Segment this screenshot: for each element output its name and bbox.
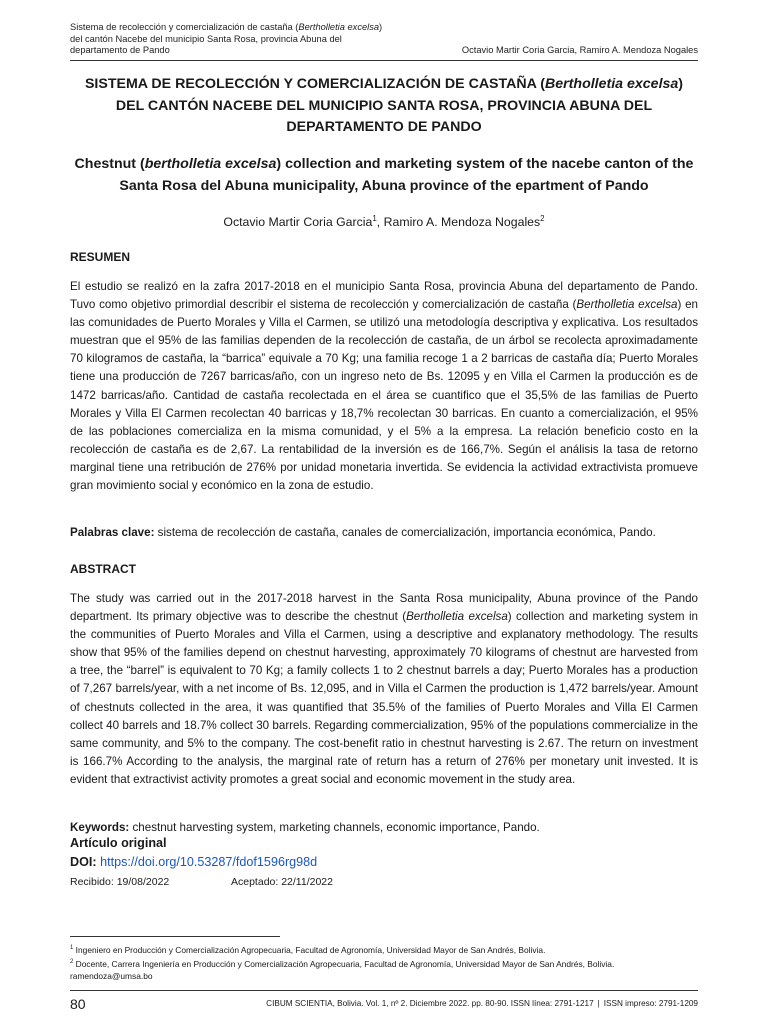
author-2: Ramiro A. Mendoza Nogales (383, 215, 541, 230)
journal-info: CIBUM SCIENTIA, Bolivia. Vol. 1, nº 2. Diciembre 2022. pp. 80-90. ISSN línea: 2791-1217 (266, 999, 594, 1008)
dates-line (70, 876, 470, 888)
footnote-2-mark: 2 (70, 959, 74, 965)
footnote-2 (70, 956, 698, 970)
footnote-2-text: Docente, Carrera Ingeniería en Producción y Comercialización Agropecuaria, Facultad de Agronomía, Universidad Mayor de San Andrés, Bolivia. (73, 958, 615, 969)
title-es-part1: SISTEMA DE RECOLECCIÓN Y COMERCIALIZACIÓN DE CASTAÑA ( (84, 76, 546, 92)
resumen-text-2: ) en las comunidades de Puerto Morales y Villa el Carmen, se utilizó una metodología descriptiva y explicativa. Los resultados muestran que el 95% de las familias dependen de la recolección de castaña, de un árbol se recolecta aproximadamente 70 kilogramos de castaña, la “barrica” equivale a 70 Kg; una familia recoge 1 a 2 barricas de castaña día; Puerto Morales tiene una producción de 7267 barricas/año, con un ingreso neto de Bs. 12095 y en Villa el Carmen la producción es de 1472 barricas/año. Cantidad de castaña recolectada en el área se cuantifico que el 35,5% de las familias de Puerto Morales y Villa El Carmen recolectan 40 barricas y 18,7% recolectan 30 barricas. En cuanto a comercialización, el 95% de las poblaciones comercializa en la misma comunidad, y el 5% a la empresa. La relación beneficio costo en la recolección de castaña es de 2,67. La rentabilidad de la inversión es de 166,7%. Según el análisis la tasa de retorno marginal tiene una retribución de 276% por unidad monetaria invertida. Se evidencia la actividad extractivista promueve gran movimiento social y económico en la zona de estudio. (70, 298, 698, 493)
keywords-en-label: Keywords: (70, 821, 130, 834)
received-date: Recibido: 19/08/2022 (70, 876, 170, 888)
title-english (70, 154, 698, 197)
running-header-authors: Octavio Martir Coria Garcia, Ramiro A. Mendoza Nogales (461, 45, 698, 55)
abstract-heading: ABSTRACT (70, 562, 136, 576)
abstract-italic: Bertholletia excelsa (406, 610, 508, 624)
title-es-italic: Bertholletia excelsa (545, 76, 679, 92)
footnotes (70, 942, 698, 982)
title-es-part2: ) DEL CANTÓN NACEBE DEL MUNICIPIO SANTA ROSA, PROVINCIA ABUNA DEL DEPARTAMENTO DE PANDO (115, 76, 684, 135)
abstract-text-1: The study was carried out in the 2017-2018 harvest in the Santa Rosa municipality, Abuna province of the Pando department. Its primary objective was to describe the chestnut ( (70, 592, 698, 624)
resumen-body (70, 278, 698, 495)
resumen-italic: Bertholletia excelsa (576, 298, 678, 312)
running-header (70, 22, 698, 57)
author-1: Octavio Martir Coria Garcia (223, 215, 373, 230)
article-type: Artículo original (70, 836, 167, 850)
author-2-affil: 2 (540, 214, 545, 223)
author-separator: , (376, 215, 384, 230)
accepted-date: Aceptado: 22/11/2022 (231, 876, 333, 888)
doi-line (70, 855, 317, 869)
header-italic: Bertholletia excelsa (298, 22, 380, 32)
keywords-spanish (70, 526, 698, 539)
footnote-rule (70, 936, 280, 937)
footnote-email: ramendoza@umsa.bo (70, 971, 153, 981)
resumen-heading: RESUMEN (70, 250, 131, 264)
author-line (70, 214, 698, 229)
resumen-text-1: El estudio se realizó en la zafra 2017-2018 en el municipio Santa Rosa, provincia Abuna del departamento de Pando. Tuvo como objetivo primordial describir el sistema de recolección y comercialización de castaña ( (70, 280, 698, 312)
title-en-italic: bertholletia excelsa (144, 156, 277, 172)
keywords-en-text: chestnut harvesting system, marketing channels, economic importance, Pando. (129, 821, 540, 834)
footnote-1-mark: 1 (70, 945, 74, 951)
footnote-1 (70, 942, 698, 956)
running-header-title (70, 22, 390, 57)
title-en-part1: Chestnut ( (74, 156, 145, 172)
abstract-text-2: ) collection and marketing system in the communities of Puerto Morales and Villa el Carmen, using a descriptive and explanatory methodology. The results show that 95% of the families depend on chestnut harvesting, approximately 70 kilograms of chestnut are harvested from a tree, the “barrel” is equivalent to 70 Kg; a family collects 1 to 2 chestnut barrels a day; Puerto Morales has a production of 7,267 barrels/year, with a net income of Bs. 12,095, and in Villa el Carmen the production is 1,472 barrels/year. Amount of chestnuts collected in the area, it was quantified that 35.5% of the families of Puerto Morales and Villa El Carmen collect 40 barrels and 18.7% collect 30 barrels. Regarding commercialization, 95% of the populations commercialize in the same community, and 5% to the company. The cost-benefit ratio in chestnut harvesting is 2.67. The return on investment is 166.7% According to the analysis, the marginal rate of return has a return of 276% per monetary unit invested. It is evident that extractivist activity promotes a great social and economic movement in the study area. (70, 610, 698, 786)
footer-rule (70, 990, 698, 991)
header-rule (70, 60, 698, 61)
page-number: 80 (70, 996, 86, 1012)
footnote-1-text: Ingeniero en Producción y Comercialización Agropecuaria, Facultad de Agronomía, Universidad Mayor de San Andrés, Bolivia. (73, 944, 546, 955)
journal-citation (170, 999, 698, 1008)
footer-separator: | (597, 999, 600, 1008)
keywords-es-text: sistema de recolección de castaña, canales de comercialización, importancia económica, Pando. (154, 526, 656, 539)
keywords-english (70, 821, 698, 834)
abstract-body (70, 590, 698, 789)
issn-print: ISSN impreso: 2791-1209 (603, 999, 698, 1008)
doi-link[interactable]: https://doi.org/10.53287/fdof1596rg98d (100, 855, 318, 869)
author-1-affil: 1 (372, 214, 377, 223)
doi-label: DOI: (70, 855, 101, 869)
header-text-1: Sistema de recolección y comercialización de castaña ( (70, 22, 299, 32)
header-text-2: ) del cantón Nacebe del municipio Santa Rosa, provincia Abuna del departamento de Pando (70, 22, 383, 55)
keywords-es-label: Palabras clave: (70, 526, 155, 539)
title-spanish (70, 74, 698, 139)
title-en-part2: ) collection and marketing system of the nacebe canton of the Santa Rosa del Abuna municipality, Abuna province of the epartment of Pando (119, 156, 694, 194)
